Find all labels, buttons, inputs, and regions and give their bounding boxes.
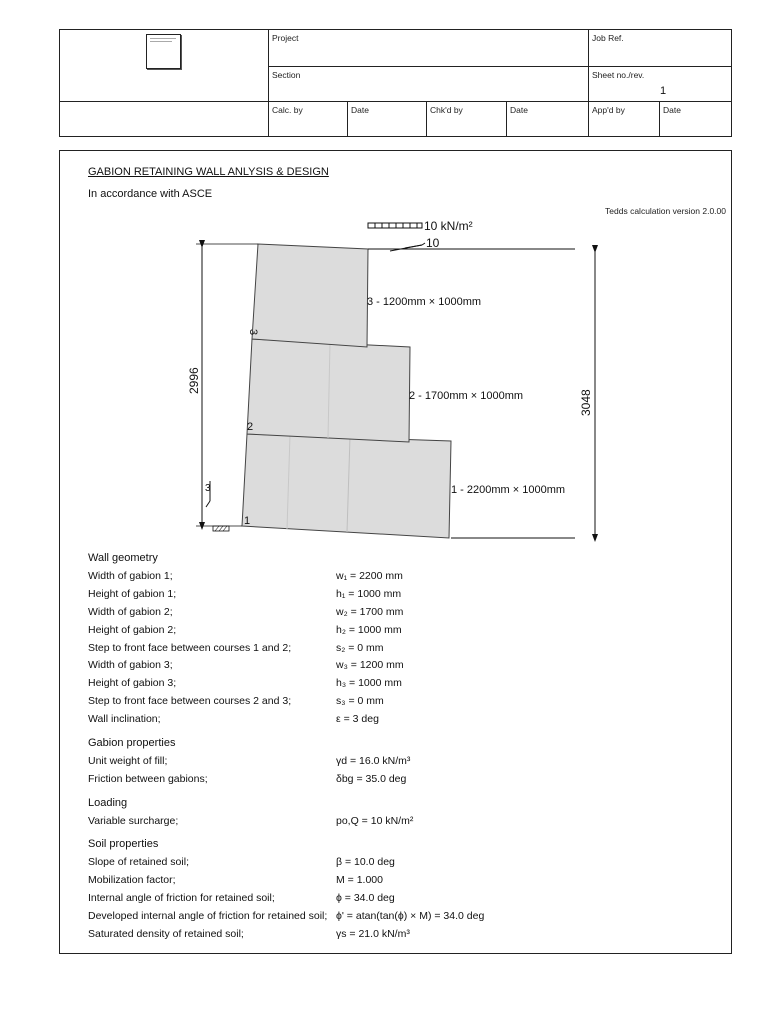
gabion3-label: 3 - 1200mm × 1000mm: [367, 296, 482, 308]
header-block: [59, 29, 732, 137]
list-item: Saturated density of retained soil; γs = 21.0 kN/m³: [88, 928, 410, 940]
calculation-panel: [59, 150, 732, 954]
date-label: Date: [351, 105, 369, 115]
header-divider: [347, 101, 348, 136]
date-label: Date: [663, 105, 681, 115]
header-divider: [268, 101, 731, 102]
list-item: Friction between gabions; δbg = 35.0 deg: [88, 773, 407, 785]
left-dimension-value: 2996: [187, 367, 201, 394]
list-item: Slope of retained soil; β = 10.0 deg: [88, 856, 395, 868]
surcharge-symbol: [368, 223, 422, 228]
version-label: Tedds calculation version 2.0.00: [605, 206, 726, 216]
gabion-wall-diagram: [60, 151, 731, 551]
list-item: Wall inclination; ε = 3 deg: [88, 713, 379, 725]
chkd-by-label: Chk'd by: [430, 105, 463, 115]
list-item: Developed internal angle of friction for retained soil; ϕ' = atan(tan(ϕ) × M) = 34.0 deg: [88, 910, 485, 922]
document-title: GABION RETAINING WALL ANLYSIS & DESIGN: [88, 166, 329, 178]
header-divider: [659, 101, 660, 136]
gabion-properties-heading: Gabion properties: [88, 737, 176, 749]
list-item: Unit weight of fill; γd = 16.0 kN/m³: [88, 755, 411, 767]
gabion1-label: 1 - 2200mm × 1000mm: [451, 484, 566, 496]
company-logo: [146, 34, 181, 69]
header-divider: [268, 30, 269, 136]
header-divider: [426, 101, 427, 136]
right-dimension-value: 3048: [579, 389, 593, 416]
header-divider: [60, 101, 268, 102]
loading-heading: Loading: [88, 797, 128, 809]
list-item: Mobilization factor; M = 1.000: [88, 874, 383, 886]
sheet-label: Sheet no./rev.: [592, 70, 645, 80]
inclination-label: 3: [205, 483, 211, 494]
appd-by-label: App'd by: [592, 105, 625, 115]
list-item: Internal angle of friction for retained soil; ϕ = 34.0 deg: [88, 892, 395, 904]
date-label: Date: [510, 105, 528, 115]
header-divider: [588, 30, 589, 136]
list-item: Width of gabion 2; w₂ = 1700 mm: [88, 606, 404, 618]
soil-properties-heading: Soil properties: [88, 838, 159, 850]
gabion-block-3: [252, 244, 368, 347]
header-divider: [268, 66, 731, 67]
list-item: Width of gabion 3; w₃ = 1200 mm: [88, 659, 404, 671]
list-item: Width of gabion 1; w₁ = 2200 mm: [88, 570, 403, 582]
gabion2-label: 2 - 1700mm × 1000mm: [409, 390, 524, 402]
gabion-block-1: [242, 434, 451, 538]
sheet-value: 1: [660, 85, 667, 97]
list-item: Height of gabion 1; h₁ = 1000 mm: [88, 588, 402, 600]
list-item: Height of gabion 3; h₃ = 1000 mm: [88, 677, 402, 689]
surcharge-label: 10 kN/m²: [424, 219, 473, 233]
document-subtitle: In accordance with ASCE: [88, 188, 213, 200]
course-number: 3: [247, 329, 259, 336]
course-number: 1: [244, 515, 251, 527]
job-ref-label: Job Ref.: [592, 33, 624, 43]
list-item: Step to front face between courses 2 and 3; s₃ = 0 mm: [88, 695, 384, 707]
list-item: Step to front face between courses 1 and 2; s₂ = 0 mm: [88, 642, 384, 654]
header-divider: [506, 101, 507, 136]
wall-geometry-heading: Wall geometry: [88, 552, 158, 564]
list-item: Height of gabion 2; h₂ = 1000 mm: [88, 624, 402, 636]
slope-label: 10: [426, 236, 440, 250]
calc-by-label: Calc. by: [272, 105, 303, 115]
project-label: Project: [272, 33, 299, 43]
list-item: Variable surcharge; po,Q = 10 kN/m²: [88, 815, 414, 827]
course-number: 2: [247, 421, 254, 433]
section-label: Section: [272, 70, 301, 80]
